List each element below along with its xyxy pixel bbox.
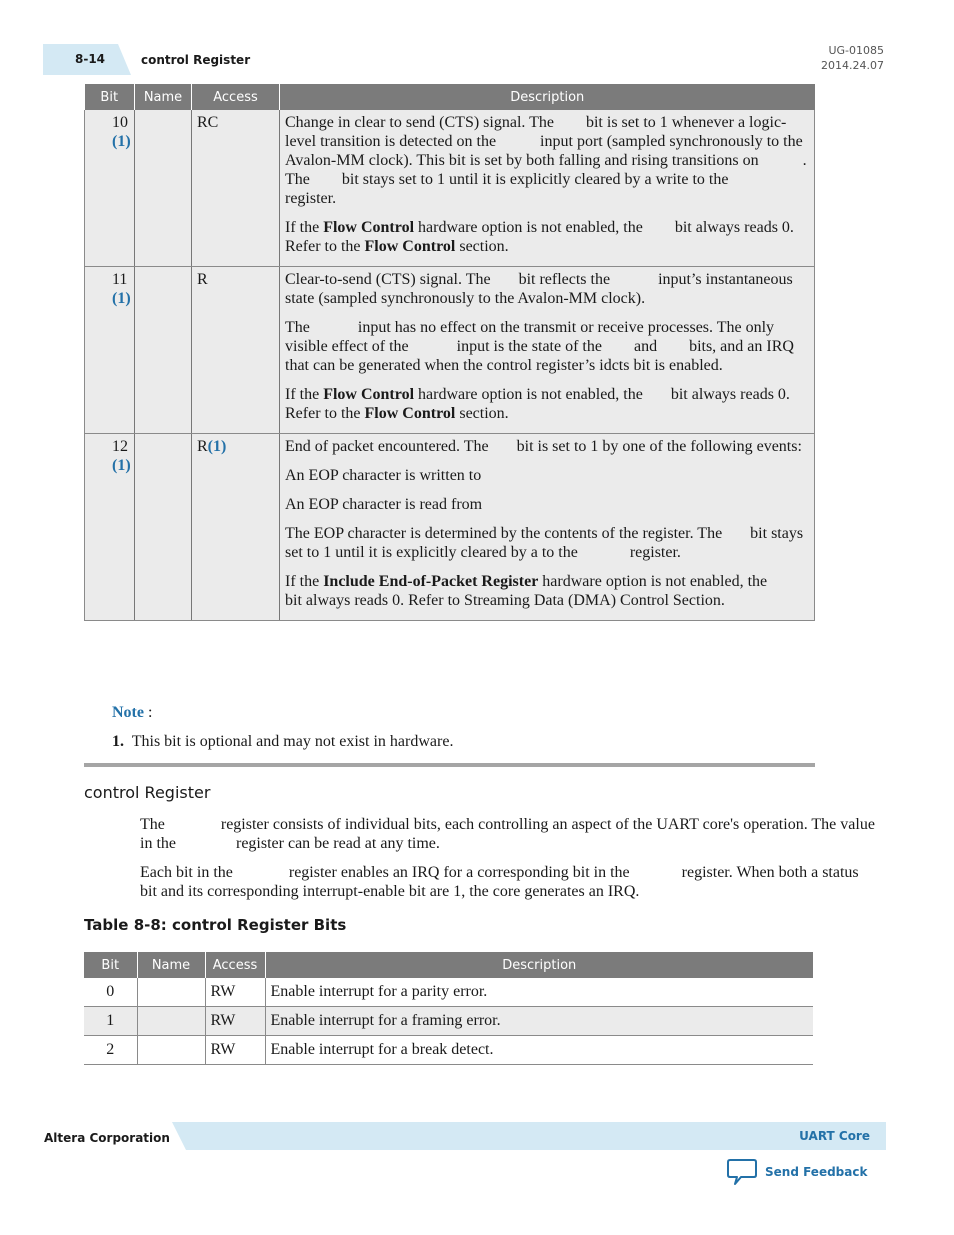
access-cell: R bbox=[192, 267, 280, 434]
description-cell: Enable interrupt for a framing error. bbox=[265, 1007, 813, 1036]
description-paragraph: Clear-to-send (CTS) signal. The bit reflects the input’s instantaneous state (sampled synchronously to the Avalon-MM clock). bbox=[285, 271, 797, 307]
description-cell bbox=[280, 434, 815, 621]
note-reference-link[interactable]: (1) bbox=[207, 438, 227, 455]
col-header-description: Description bbox=[265, 952, 813, 978]
section-divider bbox=[84, 763, 815, 767]
table-row bbox=[85, 110, 815, 267]
bit-cell: 2 bbox=[84, 1036, 137, 1065]
description-paragraph: An EOP character is read from bbox=[285, 496, 483, 513]
header-section-title: control Register bbox=[141, 53, 251, 67]
description-cell bbox=[280, 267, 815, 434]
description-paragraph: If the Flow Control hardware option is not enabled, the bit always reads 0. Refer to the Flow Control section. bbox=[285, 386, 794, 422]
access-cell bbox=[192, 434, 280, 621]
access-cell: RW bbox=[205, 1036, 265, 1065]
description-cell: Enable interrupt for a parity error. bbox=[265, 978, 813, 1007]
col-header-access: Access bbox=[205, 952, 265, 978]
send-feedback-link[interactable] bbox=[727, 1158, 867, 1186]
description-paragraph: If the Include End-of-Packet Register hardware option is not enabled, the bit always reads 0. Refer to Streaming Data (DMA) Control Section. bbox=[285, 573, 796, 609]
note-label: Note : bbox=[112, 704, 153, 721]
description-cell bbox=[280, 110, 815, 267]
table-row bbox=[84, 1036, 813, 1065]
table-row bbox=[84, 1007, 813, 1036]
description-paragraph: Change in clear to send (CTS) signal. The bit is set to 1 whenever a logic-level transition is detected on the input port (sampled synchronously to the Avalon-MM clock). This bit is set by both falling and rising transitions on . The bit stays set to 1 until it is explicitly cleared by a write to the register. bbox=[285, 114, 811, 207]
bit-number: 10 bbox=[112, 114, 128, 131]
note-text: This bit is optional and may not exist in hardware. bbox=[131, 733, 454, 750]
bit-cell: 1 bbox=[84, 1007, 137, 1036]
speech-bubble-icon bbox=[727, 1158, 757, 1186]
name-cell bbox=[135, 110, 192, 267]
send-feedback-label: Send Feedback bbox=[765, 1165, 868, 1179]
bit-cell: 0 bbox=[84, 978, 137, 1007]
footer-band bbox=[172, 1122, 886, 1150]
col-header-description: Description bbox=[280, 84, 815, 110]
description-paragraph: An EOP character is written to bbox=[285, 467, 482, 484]
note-reference-link[interactable]: (1) bbox=[112, 290, 131, 307]
footer-chapter-link[interactable]: UART Core bbox=[799, 1129, 870, 1143]
table-row bbox=[84, 978, 813, 1007]
description-paragraph: End of packet encountered. The bit is set to 1 by one of the following events: bbox=[285, 438, 802, 455]
body-paragraph: Each bit in the register enables an IRQ for a corresponding bit in the register. When both a status bit and its corresponding interrupt-enable bit are 1, the core generates an IRQ. bbox=[140, 864, 863, 900]
name-cell bbox=[137, 1007, 205, 1036]
register-bits-table bbox=[84, 84, 815, 621]
access-cell: RW bbox=[205, 978, 265, 1007]
bit-number: 12 bbox=[112, 438, 128, 455]
description-paragraph: The EOP character is determined by the contents of the register. The bit stays set to 1 until it is explicitly cleared by a to the register. bbox=[285, 525, 808, 561]
name-cell bbox=[137, 978, 205, 1007]
description-paragraph: The input has no effect on the transmit or receive processes. The only visible effect of the input is the state of the and bits, and an IRQ that can be generated when the control register’s idcts bit is enabled. bbox=[285, 319, 798, 374]
page-number: 8-14 bbox=[75, 52, 106, 66]
name-cell bbox=[137, 1036, 205, 1065]
bit-cell bbox=[85, 434, 135, 621]
bit-number: 11 bbox=[112, 271, 128, 288]
note-number: 1. bbox=[112, 733, 124, 750]
access-cell: RC bbox=[192, 110, 280, 267]
table-caption: Table 8-8: control Register Bits bbox=[84, 916, 347, 934]
access-value: R bbox=[197, 438, 208, 455]
table-header-row bbox=[84, 952, 813, 978]
doc-number: UG-01085 bbox=[828, 44, 884, 57]
control-register-bits-table bbox=[84, 952, 813, 1065]
table-row bbox=[85, 434, 815, 621]
doc-date: 2014.24.07 bbox=[821, 59, 884, 72]
col-header-bit: Bit bbox=[84, 952, 137, 978]
bit-cell bbox=[85, 267, 135, 434]
col-header-access: Access bbox=[192, 84, 280, 110]
access-cell: RW bbox=[205, 1007, 265, 1036]
table-row bbox=[85, 267, 815, 434]
note-reference-link[interactable]: (1) bbox=[112, 133, 131, 150]
body-paragraph: The register consists of individual bits, each controlling an aspect of the UART core's operation. The value in the register can be read at any time. bbox=[140, 816, 879, 852]
doc-id bbox=[821, 43, 884, 73]
name-cell bbox=[135, 267, 192, 434]
footer-company: Altera Corporation bbox=[44, 1131, 170, 1145]
description-cell: Enable interrupt for a break detect. bbox=[265, 1036, 813, 1065]
name-cell bbox=[135, 434, 192, 621]
note-reference-link[interactable]: (1) bbox=[112, 457, 131, 474]
col-header-name: Name bbox=[137, 952, 205, 978]
bit-cell bbox=[85, 110, 135, 267]
col-header-bit: Bit bbox=[85, 84, 135, 110]
table-header-row bbox=[85, 84, 815, 110]
col-header-name: Name bbox=[135, 84, 192, 110]
section-title: control Register bbox=[84, 783, 211, 802]
note-item bbox=[112, 733, 453, 751]
description-paragraph: If the Flow Control hardware option is not enabled, the bit always reads 0. Refer to the Flow Control section. bbox=[285, 219, 798, 255]
